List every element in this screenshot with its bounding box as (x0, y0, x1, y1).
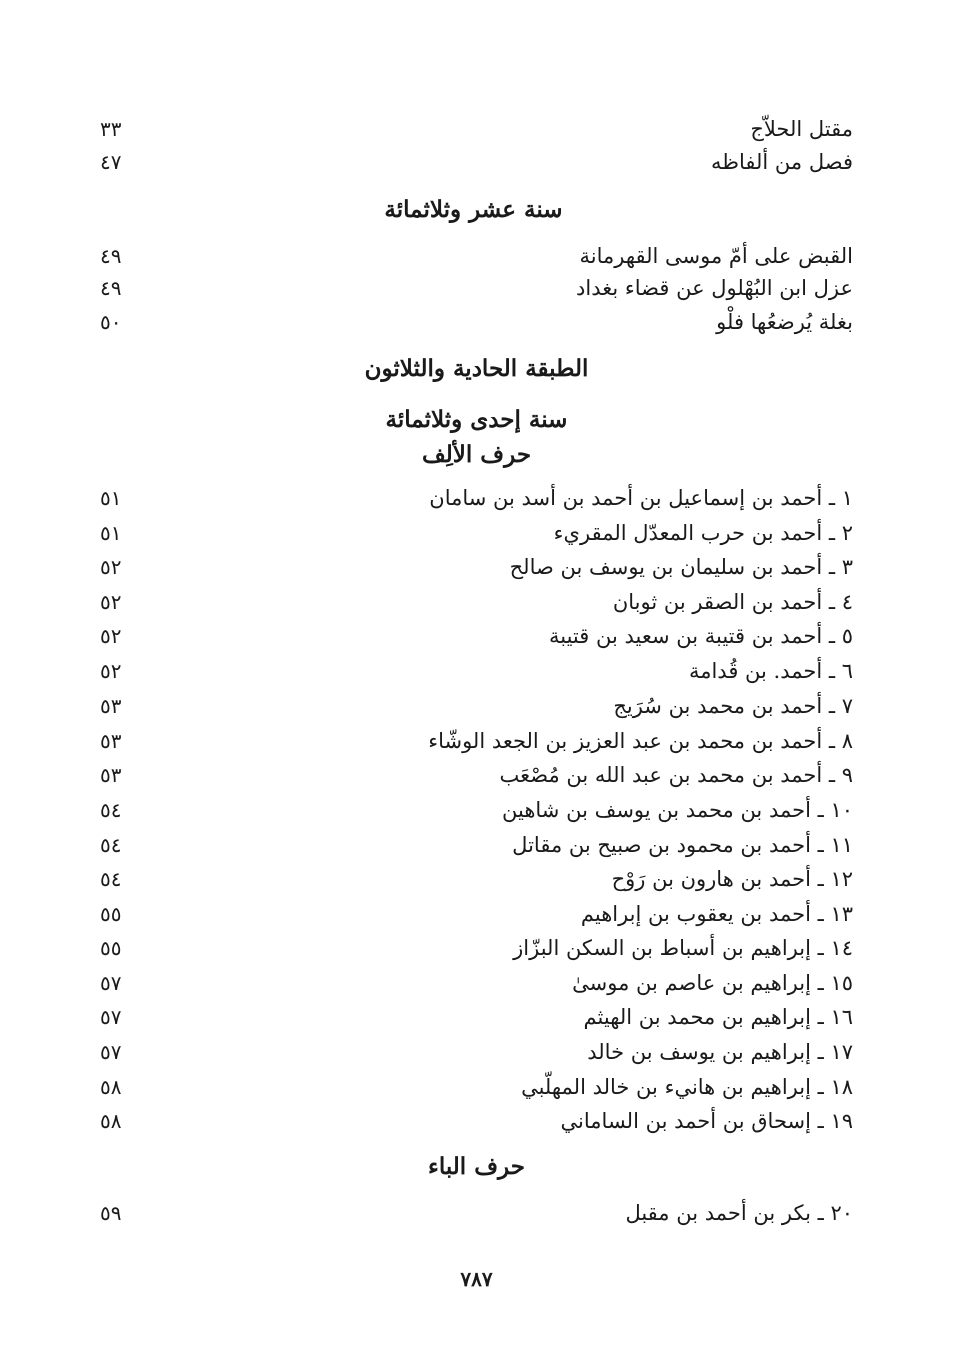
letter-heading: حرف الألِف (421, 441, 532, 468)
entry-page: ٥٤ (100, 833, 122, 857)
toc-entry (100, 1071, 853, 1103)
entry-title: القبض على أمّ موسى القهرمانة (579, 244, 853, 268)
entry-page: ٥٣ (100, 763, 122, 787)
entry-page: ٥٧ (100, 971, 122, 995)
section-heading: سنة إحدى وثلاثمائة (385, 406, 568, 433)
entry-title: ٢ ـ أحمد بن حرب المعدّل المقريء (553, 521, 853, 545)
toc-entry (100, 967, 853, 999)
entry-title: ١٢ ـ أحمد بن هارون بن رَوْح (611, 867, 853, 891)
toc-entry (100, 829, 853, 861)
entry-title: ١٣ ـ أحمد بن يعقوب بن إبراهيم (580, 902, 853, 926)
entry-page: ٥٧ (100, 1005, 122, 1029)
entry-title: ١١ ـ أحمد بن محمود بن صبيح بن مقاتل (512, 833, 853, 857)
toc-entry (100, 113, 853, 145)
entry-title: ٨ ـ أحمد بن محمد بن عبد العزيز بن الجعد الوشّاء (428, 729, 853, 753)
entry-page: ٥٣ (100, 694, 122, 718)
letter-heading: حرف الباء (428, 1153, 525, 1180)
toc-entry (100, 306, 853, 338)
entry-page: ٥٢ (100, 555, 122, 579)
entry-title: ٧ ـ أحمد بن محمد بن سُرَيج (613, 694, 853, 718)
entry-page: ٥٨ (100, 1109, 122, 1133)
toc-entry (100, 794, 853, 826)
entry-title: ١٠ ـ أحمد بن محمد بن يوسف بن شاهين (502, 798, 853, 822)
toc-entry (100, 725, 853, 757)
entry-page: ٥٥ (100, 902, 122, 926)
entry-page: ٥٥ (100, 936, 122, 960)
entry-title: ٢٠ ـ بكر بن أحمد بن مقبل (625, 1201, 853, 1225)
toc-entry (100, 690, 853, 722)
entry-title: ٩ ـ أحمد بن محمد بن عبد الله بن مُصْعَب (499, 763, 853, 787)
entry-title: ٣ ـ أحمد بن سليمان بن يوسف بن صالح (509, 555, 853, 579)
toc-entry (100, 551, 853, 583)
entry-title: مقتل الحلاّج (750, 117, 853, 141)
entry-title: ٤ ـ أحمد بن الصقر بن ثوبان (612, 590, 853, 614)
toc-entry (100, 517, 853, 549)
toc-entry (100, 1001, 853, 1033)
entry-page: ٥٤ (100, 798, 122, 822)
section-heading: سنة عشر وثلاثمائة (384, 196, 563, 223)
entry-title: عزل ابن البُهْلول عن قضاء بغداد (576, 276, 853, 300)
entry-page: ٥٢ (100, 624, 122, 648)
entry-title: ١٥ ـ إبراهيم بن عاصم بن موسىٰ (572, 971, 853, 995)
class-heading: الطبقة الحادية والثلاثون (364, 355, 589, 382)
entry-page: ٥٢ (100, 659, 122, 683)
entry-page: ٥٣ (100, 729, 122, 753)
entry-title: ١٤ ـ إبراهيم بن أسباط بن السكن البزّاز (513, 936, 853, 960)
entry-title: ٦ ـ أحمد. بن قُدامة (688, 659, 853, 683)
entry-page: ٥٠ (100, 310, 122, 334)
entry-title: ١٦ ـ إبراهيم بن محمد بن الهيثم (583, 1005, 853, 1029)
entry-page: ٥٩ (100, 1201, 122, 1225)
entry-page: ٤٩ (100, 244, 122, 268)
toc-entry (100, 240, 853, 272)
entry-page: ٥٢ (100, 590, 122, 614)
toc-entry (100, 482, 853, 514)
toc-entry (100, 1197, 853, 1229)
entry-page: ٥٨ (100, 1075, 122, 1099)
entry-title: ١٧ ـ إبراهيم بن يوسف بن خالد (587, 1040, 853, 1064)
toc-entry (100, 932, 853, 964)
entry-page: ٤٩ (100, 276, 122, 300)
entry-title: ١٩ ـ إسحاق بن أحمد بن الساماني (560, 1109, 853, 1133)
toc-entry (100, 863, 853, 895)
toc-entry (100, 655, 853, 687)
toc-entry (100, 759, 853, 791)
entry-title: بغلة يُرضعُها فلْو (716, 310, 853, 334)
entry-page: ٣٣ (100, 117, 122, 141)
toc-entry (100, 146, 853, 178)
entry-title: ١ ـ أحمد بن إسماعيل بن أحمد بن أسد بن سامان (429, 486, 853, 510)
page-number: ٧٨٧ (460, 1267, 493, 1291)
toc-entry (100, 898, 853, 930)
entry-page: ٥٧ (100, 1040, 122, 1064)
toc-entry (100, 586, 853, 618)
entry-title: فصل من ألفاظه (711, 150, 853, 174)
entry-page: ٥١ (100, 521, 122, 545)
toc-entry (100, 1105, 853, 1137)
entry-page: ٤٧ (100, 150, 122, 174)
entry-title: ٥ ـ أحمد بن قتيبة بن سعيد بن قتيبة (548, 624, 853, 648)
entry-page: ٥١ (100, 486, 122, 510)
toc-entry (100, 1036, 853, 1068)
entry-page: ٥٤ (100, 867, 122, 891)
toc-entry (100, 272, 853, 304)
toc-entry (100, 620, 853, 652)
entry-title: ١٨ ـ إبراهيم بن هانيء بن خالد المهلّبي (521, 1075, 853, 1099)
